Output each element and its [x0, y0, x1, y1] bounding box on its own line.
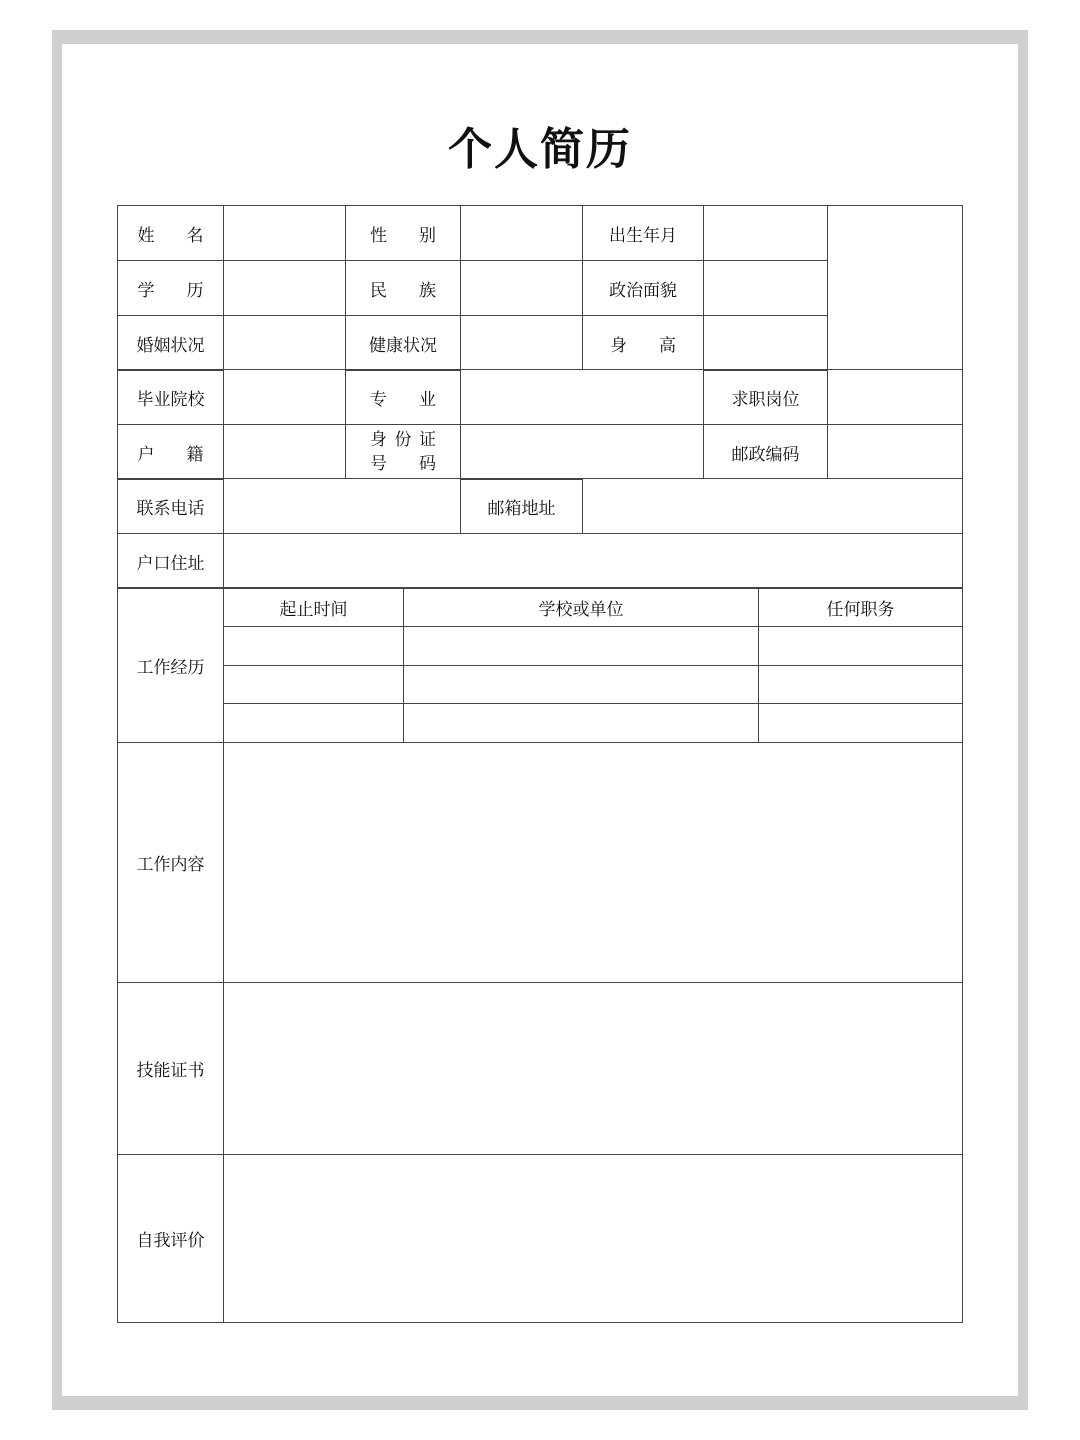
label-birth: 出生年月: [582, 205, 704, 261]
exp-row2-organization[interactable]: [403, 665, 759, 704]
label-position: 求职岗位: [703, 369, 828, 425]
label-postcode: 邮政编码: [703, 424, 828, 480]
field-gender[interactable]: [460, 205, 583, 261]
field-health[interactable]: [460, 315, 583, 371]
label-hukou: 户 籍: [117, 424, 224, 480]
exp-row1-organization[interactable]: [403, 626, 759, 666]
field-political[interactable]: [703, 260, 828, 316]
field-address[interactable]: [223, 533, 963, 589]
field-birth[interactable]: [703, 205, 828, 261]
label-skills: 技能证书: [117, 982, 224, 1155]
label-work-content: 工作内容: [117, 742, 224, 983]
field-marital[interactable]: [223, 315, 346, 371]
field-self-evaluation[interactable]: [223, 1154, 963, 1323]
field-school[interactable]: [223, 369, 346, 425]
label-phone: 联系电话: [117, 478, 224, 534]
label-ethnicity: 民 族: [345, 260, 461, 316]
field-position[interactable]: [827, 369, 963, 425]
exp-row3-organization[interactable]: [403, 703, 759, 743]
field-name[interactable]: [223, 205, 346, 261]
label-self-evaluation: 自我评价: [117, 1154, 224, 1323]
label-address: 户口住址: [117, 533, 224, 589]
field-ethnicity[interactable]: [460, 260, 583, 316]
field-postcode[interactable]: [827, 424, 963, 480]
exp-row3-period[interactable]: [223, 703, 404, 743]
header-role: 任何职务: [758, 587, 963, 627]
photo-box[interactable]: [827, 205, 963, 370]
label-political: 政治面貌: [582, 260, 704, 316]
field-work-content[interactable]: [223, 742, 963, 983]
label-major: 专 业: [345, 369, 461, 425]
exp-row2-period[interactable]: [223, 665, 404, 704]
label-marital: 婚姻状况: [117, 315, 224, 371]
field-phone[interactable]: [223, 478, 461, 534]
label-height: 身 高: [582, 315, 704, 371]
label-email: 邮箱地址: [460, 478, 583, 534]
label-gender: 性 别: [345, 205, 461, 261]
exp-row3-role[interactable]: [758, 703, 963, 743]
field-hukou[interactable]: [223, 424, 346, 480]
exp-row2-role[interactable]: [758, 665, 963, 704]
header-period: 起止时间: [223, 587, 404, 627]
label-id-number: 身 份 证 号 码: [345, 424, 461, 480]
field-education[interactable]: [223, 260, 346, 316]
field-skills[interactable]: [223, 982, 963, 1155]
label-school: 毕业院校: [117, 369, 224, 425]
header-organization: 学校或单位: [403, 587, 759, 627]
field-height[interactable]: [703, 315, 828, 371]
field-major[interactable]: [460, 369, 704, 425]
exp-row1-period[interactable]: [223, 626, 404, 666]
page-title: 个人简历: [448, 124, 632, 175]
label-education: 学 历: [117, 260, 224, 316]
label-work-experience: 工作经历: [117, 587, 224, 743]
label-health: 健康状况: [345, 315, 461, 371]
field-email[interactable]: [582, 478, 963, 534]
exp-row1-role[interactable]: [758, 626, 963, 666]
label-name: 姓 名: [117, 205, 224, 261]
field-id-number[interactable]: [460, 424, 704, 480]
